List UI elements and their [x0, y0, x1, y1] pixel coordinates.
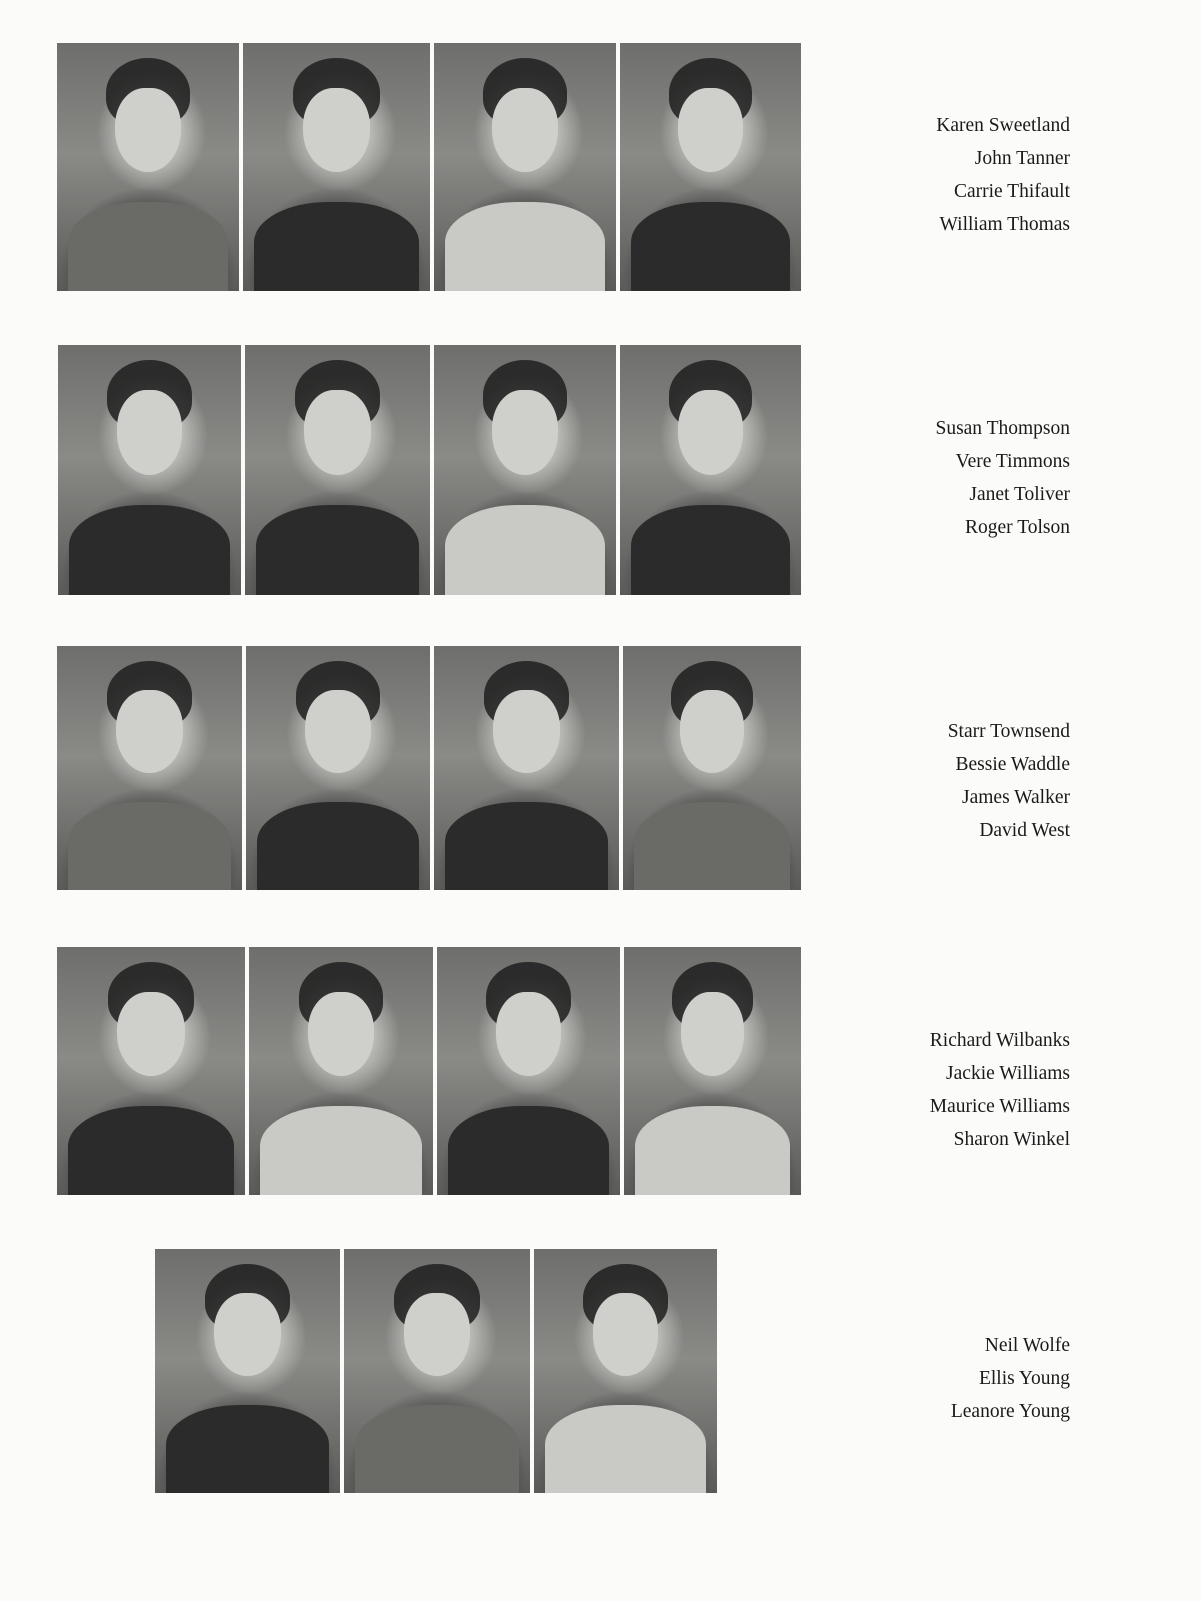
name-list-row-3	[948, 715, 1070, 847]
student-name: Roger Tolson	[965, 517, 1070, 538]
student-name: Bessie Waddle	[955, 754, 1070, 775]
portrait-photo-james-walker	[434, 646, 619, 890]
portrait-photo-david-west	[623, 646, 801, 890]
student-name: Neil Wolfe	[984, 1335, 1070, 1356]
portrait-photo-sharon-winkel	[624, 947, 801, 1195]
student-name: James Walker	[962, 787, 1070, 808]
portrait-photo-richard-wilbanks	[57, 947, 245, 1195]
student-name: John Tanner	[974, 148, 1070, 169]
student-name: Carrie Thifault	[953, 181, 1070, 202]
portrait-photo-roger-tolson	[620, 345, 801, 595]
student-name: Jackie Williams	[946, 1063, 1070, 1084]
student-name: Maurice Williams	[929, 1096, 1070, 1117]
portrait-photo-leanore-young	[534, 1249, 717, 1493]
portrait-photo-bessie-waddle	[246, 646, 430, 890]
student-name: Ellis Young	[978, 1368, 1070, 1389]
name-list-row-4	[930, 1024, 1070, 1156]
portrait-photo-william-thomas	[620, 43, 801, 291]
student-name: Vere Timmons	[955, 451, 1070, 472]
portrait-photo-vere-timmons	[245, 345, 430, 595]
student-name: David West	[979, 820, 1070, 841]
student-name: Janet Toliver	[969, 484, 1070, 505]
name-list-row-5	[951, 1329, 1070, 1428]
student-name: William Thomas	[939, 214, 1070, 235]
student-name: Karen Sweetland	[936, 115, 1070, 136]
portrait-photo-karen-sweetland	[57, 43, 239, 291]
student-name: Susan Thompson	[935, 418, 1070, 439]
portrait-photo-susan-thompson	[58, 345, 241, 595]
portrait-photo-jackie-williams	[249, 947, 433, 1195]
portrait-photo-carrie-thifault	[434, 43, 616, 291]
name-list-row-1	[936, 109, 1070, 241]
student-name: Richard Wilbanks	[929, 1030, 1070, 1051]
portrait-photo-starr-townsend	[57, 646, 242, 890]
portrait-photo-maurice-williams	[437, 947, 620, 1195]
student-name: Sharon Winkel	[953, 1129, 1070, 1150]
student-name: Starr Townsend	[947, 721, 1070, 742]
portrait-photo-janet-toliver	[434, 345, 616, 595]
portrait-photo-neil-wolfe	[155, 1249, 340, 1493]
name-list-row-2	[935, 412, 1070, 544]
student-name: Leanore Young	[950, 1401, 1070, 1422]
portrait-photo-john-tanner	[243, 43, 430, 291]
portrait-photo-ellis-young	[344, 1249, 530, 1493]
